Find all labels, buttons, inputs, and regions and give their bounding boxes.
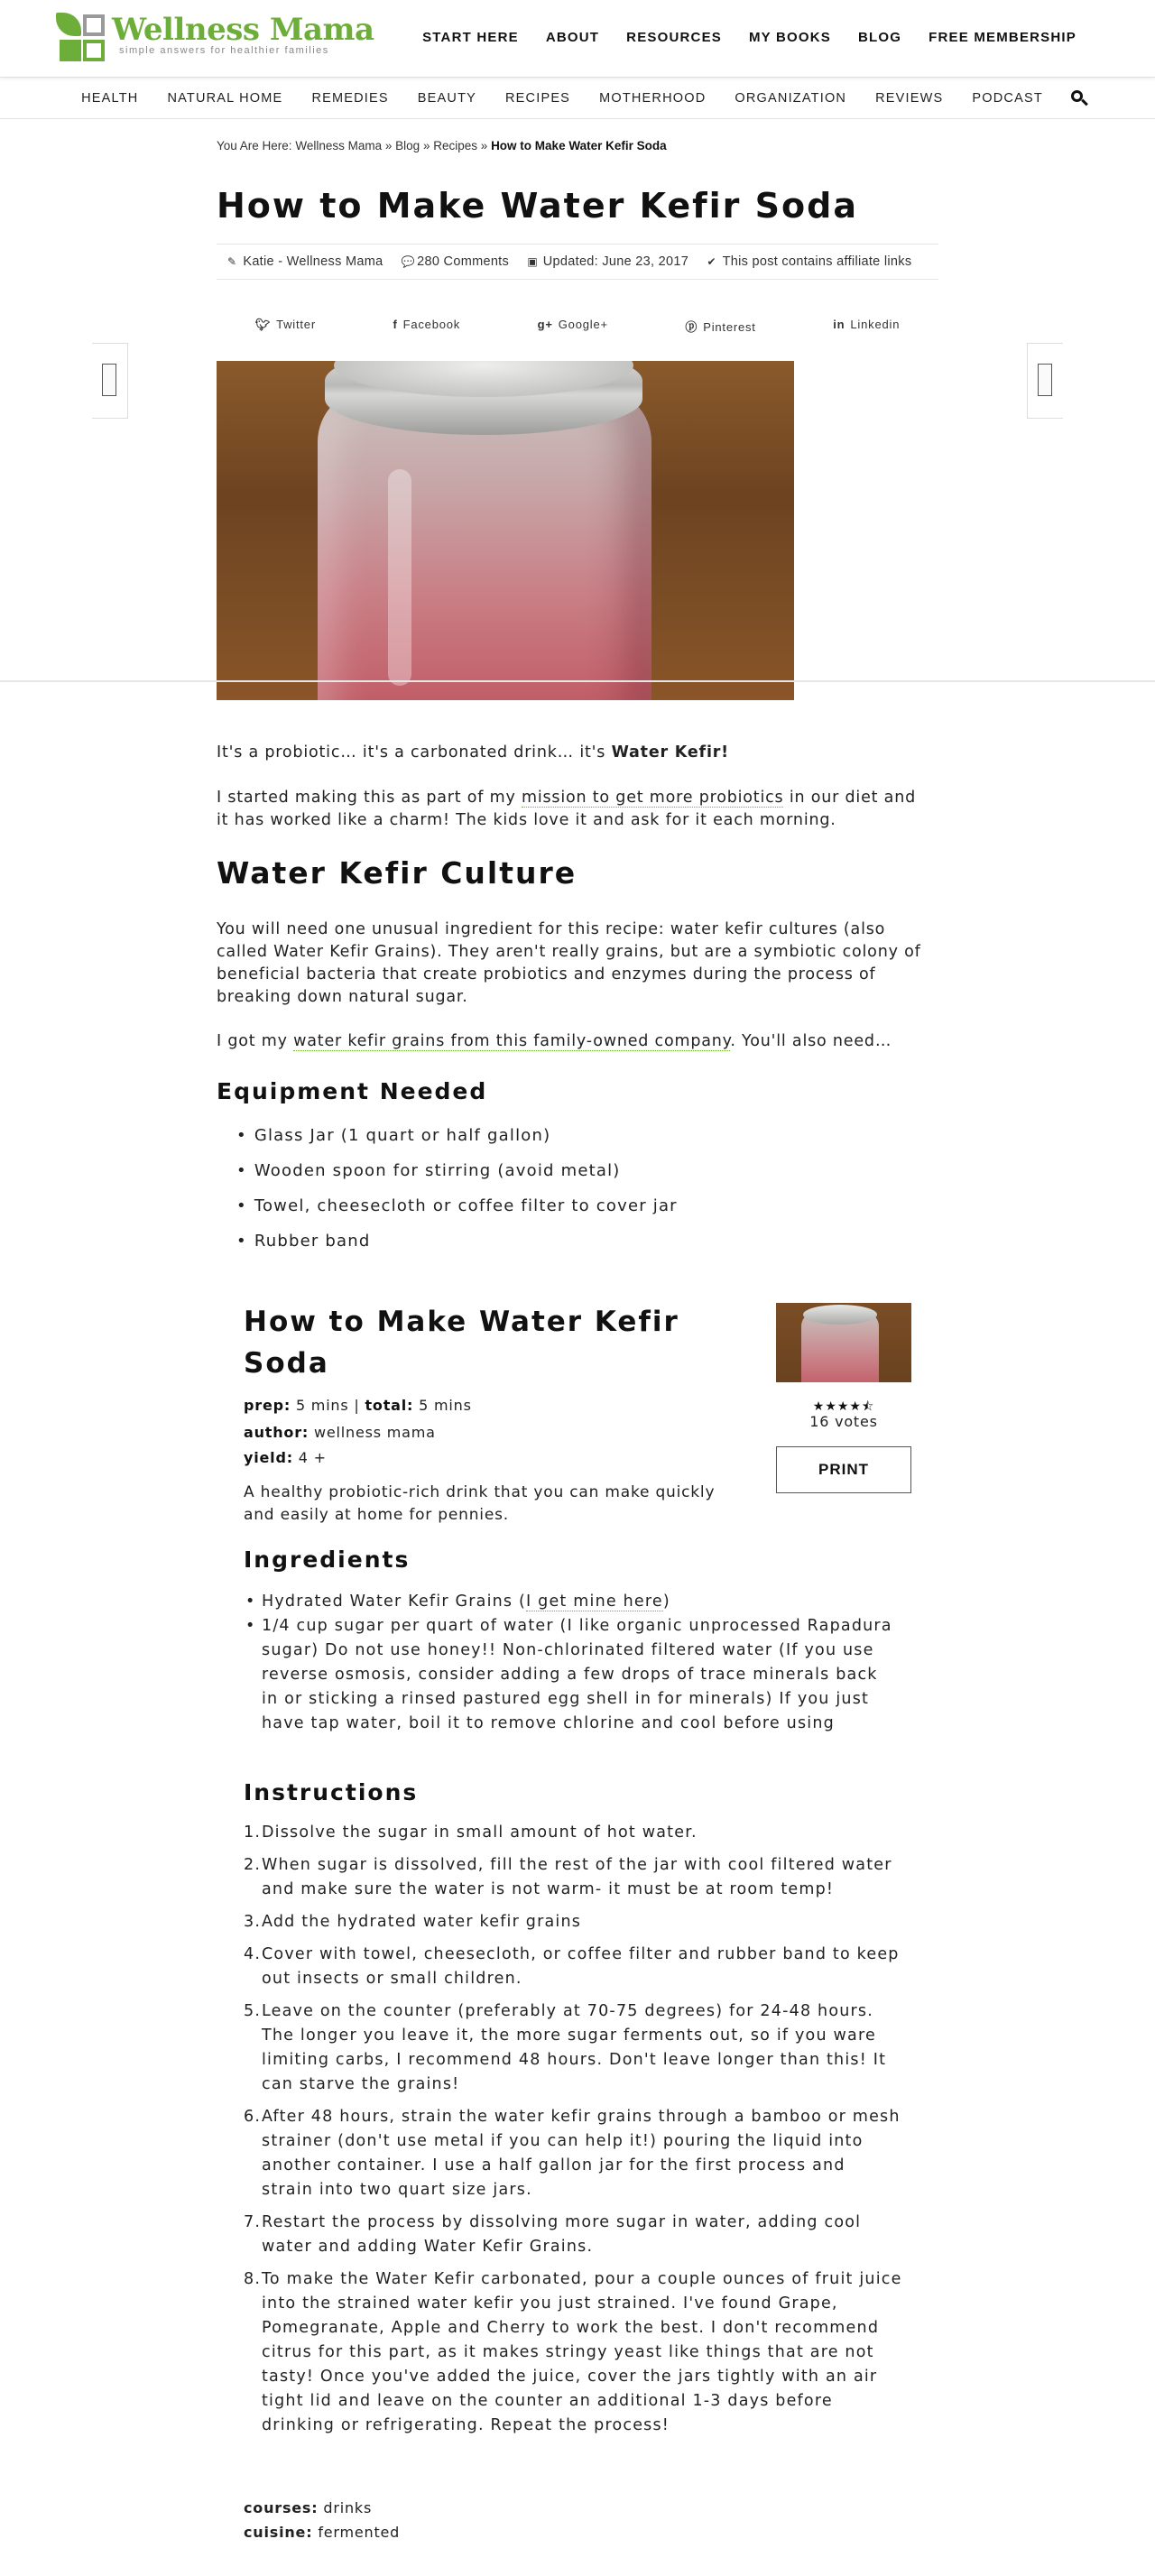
breadcrumb-item-home[interactable]: Wellness Mama — [295, 139, 383, 152]
subnav-natural-home[interactable]: NATURAL HOME — [167, 90, 283, 106]
site-header — [0, 0, 1155, 78]
recipe-card — [217, 1288, 938, 2576]
nav-blog[interactable]: BLOG — [858, 30, 902, 45]
list-item: 4. Cover with towel, cheesecloth, or coffee filter and rubber band to keep out insects or small children. — [244, 1945, 900, 1988]
list-item — [244, 1590, 893, 1614]
author-value: wellness mama — [314, 1424, 436, 1441]
post-meta — [217, 244, 938, 280]
total-label: total: — [365, 1397, 414, 1414]
instructions-list — [244, 1821, 902, 2446]
paragraph-4 — [217, 1030, 929, 1053]
main-nav — [395, 30, 1076, 45]
linkedin-icon: in — [833, 318, 845, 331]
author-label: author: — [244, 1424, 310, 1441]
share-googleplus[interactable] — [538, 318, 608, 335]
list-item: 2. When sugar is dissolved, fill the rest of the jar with cool filtered water and make sure the water is not warm- it must be at room temp! — [244, 1856, 892, 1898]
breadcrumb — [217, 139, 667, 152]
ingredients-heading: Ingredients — [244, 1547, 411, 1573]
cuisine-label: cuisine: — [244, 2524, 313, 2541]
logo-icon — [56, 13, 106, 63]
list-item: 8. To make the Water Kefir carbonated, pour a couple ounces of fruit juice into the strained water kefir you just strained. I've found Grape, Pomegranate, Apple and Cherry to work the best. I don't recommend citrus for this part, as it makes stringy yeast like things that are not tasty! Once you've added the juice, cover the jars tightly with an air tight lid and leave on the counter an additional 1-3 days before drinking or refrigerating. Repeat the process! — [244, 2270, 902, 2434]
recipe-title: How to Make Water Kefir Soda — [244, 1306, 679, 1380]
affiliate-notice: This post contains affiliate links — [722, 254, 912, 269]
print-button[interactable]: PRINT — [776, 1446, 911, 1493]
para4-text-end: . You'll also need… — [730, 1032, 892, 1050]
prep-value: 5 mins — [295, 1397, 349, 1414]
share-pinterest[interactable] — [685, 318, 755, 335]
share-linkedin[interactable] — [833, 318, 900, 335]
section-heading: Water Kefir Culture — [217, 855, 578, 891]
share-linkedin-label: Linkedin — [850, 318, 901, 331]
yield-value: 4 + — [298, 1449, 327, 1466]
calendar-icon: ▣ — [527, 255, 539, 268]
intro-text: It's a probiotic… it's a carbonated drink… it's — [217, 743, 612, 762]
breadcrumb-item-blog[interactable]: Blog — [395, 139, 420, 152]
prev-post-tab[interactable] — [92, 343, 128, 419]
instruction-text: To make the Water Kefir carbonated, pour a couple ounces of fruit juice into the strained water kefir you just strained. I've found Grape, Pomegranate, Apple and Cherry to work the best. I don't recommend citrus for this part, as it makes stringy yeast like things that are not tasty! Once you've added the juice, cover the jars tightly with an air tight lid and leave on the counter an additional 1-3 days before drinking or refrigerating. Repeat the process! — [262, 2270, 902, 2434]
check-icon: ✔ — [707, 255, 716, 268]
category-nav — [0, 78, 1155, 119]
kefir-grains-link[interactable]: water kefir grains from this family-owned company — [293, 1032, 731, 1050]
subnav-beauty[interactable]: BEAUTY — [417, 90, 476, 106]
instruction-text: After 48 hours, strain the water kefir grains through a bamboo or mesh strainer (don't use metal if you can help it!) pouring the liquid into another container. I use a half gallon jar for the first process and strain into two quart size jars. — [262, 2108, 901, 2199]
instruction-text: Add the hydrated water kefir grains — [262, 1913, 582, 1931]
intro-paragraph — [217, 742, 929, 764]
subnav-organization[interactable]: ORGANIZATION — [735, 90, 847, 106]
divider — [0, 680, 1155, 682]
rating-stars[interactable]: ★★★★⯪ — [812, 1399, 875, 1414]
subnav-podcast[interactable]: PODCAST — [972, 90, 1043, 106]
list-item: • 1/4 cup sugar per quart of water (I like organic unprocessed Rapadura sugar) Do not use honey!! Non-chlorinated filtered water (If you use reverse osmosis, consider adding a few drops of trace minerals back in or sticking a rinsed pastured egg shell in for minerals) If you just have tap water, boil it to remove chlorine and cool before using — [244, 1614, 893, 1736]
probiotics-link[interactable]: mission to get more probiotics — [522, 789, 784, 807]
share-pinterest-label: Pinterest — [703, 320, 756, 334]
page-title: How to Make Water Kefir Soda — [217, 186, 858, 226]
cuisine-value: fermented — [318, 2524, 401, 2541]
courses-label: courses: — [244, 2499, 319, 2516]
subnav-motherhood[interactable]: MOTHERHOOD — [599, 90, 707, 106]
next-post-tab[interactable] — [1027, 343, 1063, 419]
instruction-text: Dissolve the sugar in small amount of hot water. — [262, 1824, 698, 1842]
hero-image-kefir-jar — [217, 361, 794, 700]
list-item: • Rubber band — [236, 1230, 678, 1265]
subnav-reviews[interactable]: REVIEWS — [875, 90, 944, 106]
nav-about[interactable]: ABOUT — [545, 30, 600, 45]
author-link[interactable]: Katie - Wellness Mama — [243, 254, 383, 269]
ingredient-link[interactable]: I get mine here — [526, 1593, 663, 1611]
pencil-icon: ✎ — [227, 255, 237, 268]
nav-free-membership[interactable]: FREE MEMBERSHIP — [929, 30, 1076, 45]
equipment-heading: Equipment Needed — [217, 1078, 488, 1104]
list-item: 3. Add the hydrated water kefir grains — [244, 1913, 582, 1931]
list-item: • Glass Jar (1 quart or half gallon) — [236, 1124, 678, 1159]
nav-start-here[interactable]: START HERE — [422, 30, 519, 45]
facebook-icon: f — [393, 318, 398, 331]
nav-resources[interactable]: RESOURCES — [626, 30, 722, 45]
breadcrumb-item-recipes[interactable]: Recipes — [433, 139, 478, 152]
instruction-text: Cover with towel, cheesecloth, or coffee filter and rubber band to keep out insects or small children. — [262, 1945, 900, 1988]
logo-title: Wellness Mama — [112, 12, 374, 48]
nav-my-books[interactable]: MY BOOKS — [748, 30, 831, 45]
ingredients-list — [244, 1590, 893, 1736]
breadcrumb-separator: » — [384, 139, 393, 152]
search-icon[interactable] — [1070, 89, 1088, 107]
para4-text: I got my — [217, 1032, 294, 1050]
updated-date: Updated: June 23, 2017 — [542, 254, 689, 269]
instruction-text: When sugar is dissolved, fill the rest of the jar with cool filtered water and make sure the water is not warm- it must be at room temp! — [262, 1856, 892, 1898]
total-value: 5 mins — [419, 1397, 472, 1414]
para2-text: I started making this as part of my — [217, 789, 522, 807]
comments-link[interactable]: 280 Comments — [417, 254, 510, 269]
subnav-recipes[interactable]: RECIPES — [505, 90, 571, 106]
list-item: 7. Restart the process by dissolving more sugar in water, adding cool water and adding Water Kefir Grains. — [244, 2213, 862, 2256]
recipe-author — [244, 1424, 436, 1441]
breadcrumb-separator: » — [480, 139, 488, 152]
ingredient-text: Hydrated Water Kefir Grains ( — [262, 1593, 527, 1611]
share-googleplus-label: Google+ — [558, 318, 608, 331]
recipe-summary: A healthy probiotic-rich drink that you can make quickly and easily at home for pennies. — [244, 1483, 716, 1524]
paragraph-2 — [217, 787, 929, 832]
googleplus-icon: g+ — [537, 318, 553, 331]
yield-label: yield: — [244, 1449, 293, 1466]
instructions-heading: Instructions — [244, 1779, 419, 1805]
rating-votes: 16 votes — [809, 1413, 878, 1430]
para2-text-end: in our diet and it has worked like a charm! The kids love it and ask for it each morning. — [217, 789, 916, 829]
paragraph-3: You will need one unusual ingredient for this recipe: water kefir cultures (also called Water Kefir Grains). They aren't really grains, but are a symbiotic colony of beneficial bacteria that create probiotics and enzymes during the process of breaking down natural sugar. — [217, 920, 921, 1006]
share-facebook-label: Facebook — [402, 318, 461, 331]
pinterest-icon: ⓟ — [685, 320, 698, 334]
list-item: 1. Dissolve the sugar in small amount of hot water. — [244, 1824, 698, 1842]
intro-bold: Water Kefir! — [611, 743, 729, 762]
subnav-health[interactable]: HEALTH — [81, 90, 139, 106]
breadcrumb-prefix: You Are Here: — [217, 139, 292, 152]
courses-value: drinks — [323, 2499, 373, 2516]
recipe-yield — [244, 1449, 327, 1466]
share-twitter-label: Twitter — [276, 318, 316, 331]
comment-icon: 💬 — [401, 255, 416, 268]
instruction-text: Restart the process by dissolving more sugar in water, adding cool water and adding Water Kefir Grains. — [262, 2213, 862, 2256]
list-item: 5. Leave on the counter (preferably at 70-75 degrees) for 24-48 hours. The longer you leave it, the more sugar ferments out, so if you ware limiting carbs, I recommend 48 hours. Don't leave longer than this! It can starve the grains! — [244, 2002, 887, 2093]
logo-tagline: simple answers for healthier families — [119, 45, 329, 56]
list-item: • Towel, cheesecloth or coffee filter to cover jar — [236, 1195, 678, 1230]
recipe-thumbnail — [776, 1303, 911, 1382]
breadcrumb-current: How to Make Water Kefir Soda — [491, 139, 667, 152]
share-facebook[interactable] — [393, 318, 460, 335]
site-logo[interactable] — [56, 13, 374, 63]
subnav-remedies[interactable]: REMEDIES — [311, 90, 389, 106]
prep-label: prep: — [244, 1397, 291, 1414]
recipe-cuisine — [244, 2524, 400, 2541]
share-twitter[interactable] — [255, 318, 316, 335]
list-item: • Wooden spoon for stirring (avoid metal) — [236, 1159, 678, 1195]
next-arrow-icon — [1038, 364, 1052, 396]
twitter-icon: 🐦︎ — [254, 318, 272, 331]
recipe-times: prep: 5 mins | total: 5 mins — [244, 1397, 472, 1414]
prev-arrow-icon — [102, 364, 116, 396]
breadcrumb-separator: » — [422, 139, 430, 152]
ingredient-text-end: ) — [662, 1593, 670, 1611]
recipe-courses — [244, 2499, 372, 2516]
list-item: 6. After 48 hours, strain the water kefir grains through a bamboo or mesh strainer (don't use metal if you can help it!) pouring the liquid into another container. I use a half gallon jar for the first process and strain into two quart size jars. — [244, 2108, 901, 2199]
share-bar — [217, 318, 938, 335]
instruction-text: Leave on the counter (preferably at 70-75 degrees) for 24-48 hours. The longer you leave it, the more sugar ferments out, so if you ware limiting carbs, I recommend 48 hours. Don't leave longer than this! It can starve the grains! — [262, 2002, 887, 2093]
equipment-list — [236, 1124, 678, 1265]
